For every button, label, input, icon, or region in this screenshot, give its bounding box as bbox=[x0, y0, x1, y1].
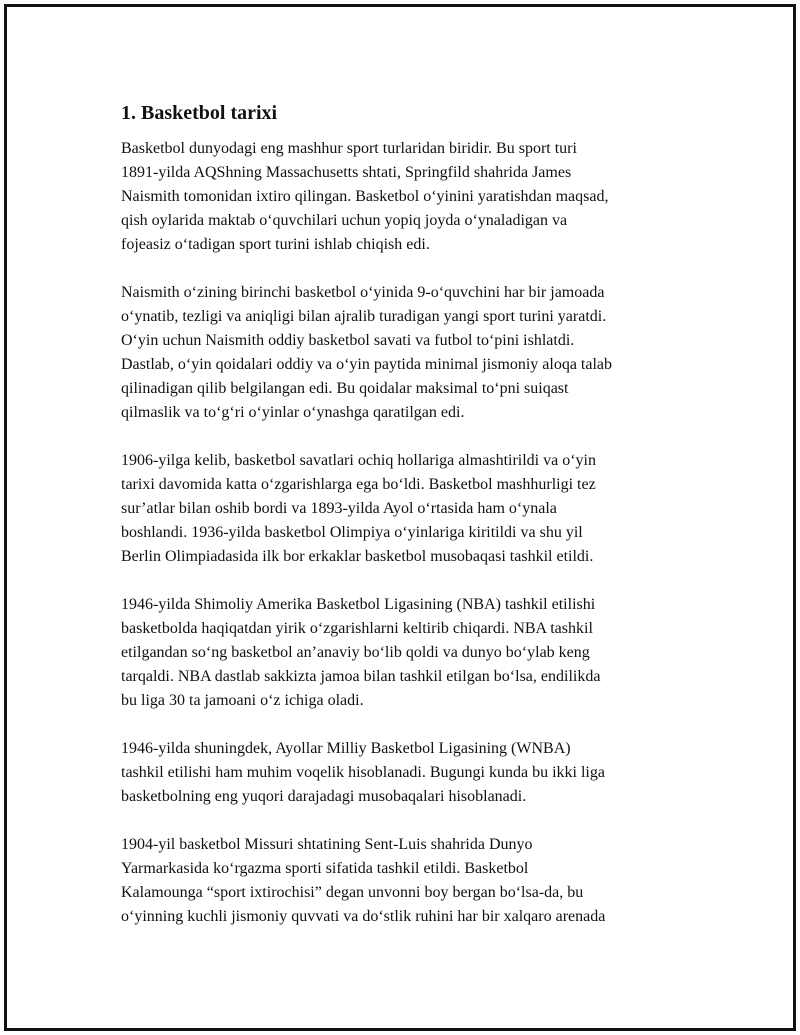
paragraph-1: Basketbol dunyodagi eng mashhur sport turlaridan biridir. Bu sport turi 1891-yilda AQShning Massachusetts shtati, Springfild shahrida James Naismith tomonidan ixtiro qilingan. Basketbol o‘yinini yaratishdan maqsad, qish oylarida maktab o‘quvchilari uchun yopiq joyda o‘ynaladigan va fojeasiz o‘tadigan sport turini ishlab chiqish edi. bbox=[121, 140, 609, 253]
paragraph-6: 1904-yil basketbol Missuri shtatining Sent-Luis shahrida Dunyo Yarmarkasida ko‘rgazma sporti sifatida tashkil etildi. Basketbol Kalamounga “sport ixtirochisi” degan unvonni boy bergan bo‘lsa-da, bu o‘yinning kuchli jismoniy quvvati va do‘stlik ruhini har bir xalqaro arenada bbox=[121, 836, 606, 925]
paragraph-5: 1946-yilda shuningdek, Ayollar Milliy Basketbol Ligasining (WNBA) tashkil etilishi ham muhim voqelik hisoblanadi. Bugungi kunda bu ikki liga basketbolning eng yuqori darajadagi musobaqalari hisoblanadi. bbox=[121, 740, 605, 805]
page-frame bbox=[4, 4, 796, 1031]
paragraph-3: 1906-yilga kelib, basketbol savatlari ochiq hollariga almashtirildi va o‘yin tarixi davomida katta o‘zgarishlarga ega bo‘ldi. Basketbol mashhurligi tez sur’atlar bilan oshib bordi va 1893-yilda Ayol o‘rtasida ham o‘ynala boshlandi. 1936-yilda basketbol Olimpiya o‘yinlariga kiritildi va shu yil Berlin Olimpiadasida ilk bor erkaklar basketbol musobaqasi tashkil etildi. bbox=[121, 452, 596, 565]
section-heading: 1. Basketbol tarixi bbox=[121, 102, 278, 124]
document-body bbox=[121, 99, 706, 953]
paragraph-2: Naismith o‘zining birinchi basketbol o‘yinida 9-o‘quvchini har bir jamoada o‘ynatib, tezligi va aniqligi bilan ajralib turadigan yangi sport turini yaratdi. O‘yin uchun Naismith oddiy basketbol savati va futbol to‘pini ishlatdi. Dastlab, o‘yin qoidalari oddiy va o‘yin paytida minimal jismoniy aloqa talab qilinadigan qilib belgilangan edi. Bu qoidalar maksimal to‘pni suiqast qilmaslik va to‘g‘ri o‘yinlar o‘ynashga qaratilgan edi. bbox=[121, 284, 613, 421]
paragraph-4: 1946-yilda Shimoliy Amerika Basketbol Ligasining (NBA) tashkil etilishi basketbolda haqiqatdan yirik o‘zgarishlarni keltirib chiqardi. NBA tashkil etilgandan so‘ng basketbol an’anaviy bo‘lib qoldi va dunyo bo‘ylab keng tarqaldi. NBA dastlab sakkizta jamoa bilan tashkil etilgan bo‘lsa, endilikda bu liga 30 ta jamoani o‘z ichiga oladi. bbox=[121, 596, 601, 709]
